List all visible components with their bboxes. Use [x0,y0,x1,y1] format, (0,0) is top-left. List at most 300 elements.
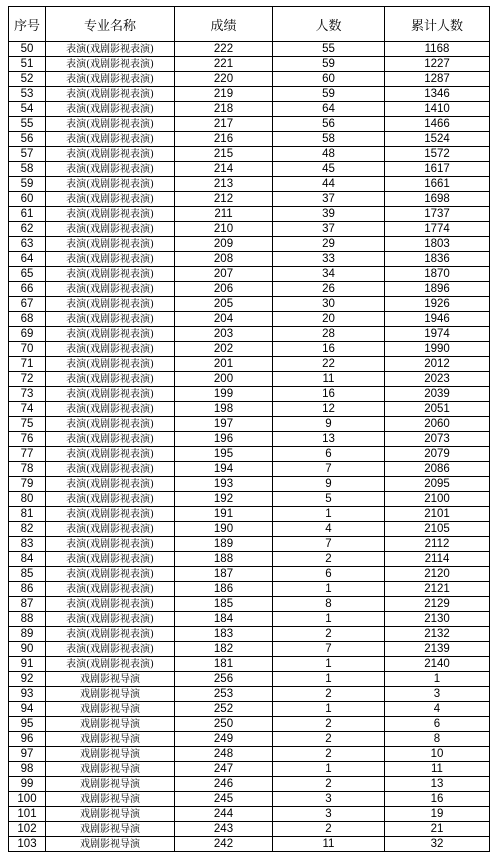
table-row [9,462,490,477]
header-score: 成绩 [175,7,273,42]
cell-index: 97 [9,747,46,762]
cell-index: 95 [9,717,46,732]
cell-score: 196 [175,432,273,447]
cell-count: 1 [273,507,385,522]
cell-index: 59 [9,177,46,192]
cell-major-name: 表演(戏剧影视表演) [46,342,175,357]
cell-major-name: 戏剧影视导演 [46,777,175,792]
table-row [9,507,490,522]
cell-index: 50 [9,42,46,57]
cell-major-name: 表演(戏剧影视表演) [46,372,175,387]
cell-cumulative-count: 11 [385,762,490,777]
cell-index: 56 [9,132,46,147]
cell-cumulative-count: 1287 [385,72,490,87]
cell-count: 11 [273,837,385,852]
cell-index: 103 [9,837,46,852]
cell-score: 216 [175,132,273,147]
cell-score: 190 [175,522,273,537]
cell-cumulative-count: 1946 [385,312,490,327]
cell-cumulative-count: 1974 [385,327,490,342]
cell-index: 83 [9,537,46,552]
table-row [9,237,490,252]
cell-cumulative-count: 2101 [385,507,490,522]
table-row [9,597,490,612]
cell-count: 1 [273,672,385,687]
cell-index: 86 [9,582,46,597]
cell-cumulative-count: 1737 [385,207,490,222]
table-row [9,207,490,222]
cell-index: 66 [9,282,46,297]
table-row [9,492,490,507]
table-row [9,687,490,702]
header-index: 序号 [9,7,46,42]
table-row [9,282,490,297]
cell-count: 2 [273,822,385,837]
table-row [9,192,490,207]
table-row [9,102,490,117]
cell-count: 28 [273,327,385,342]
cell-count: 4 [273,522,385,537]
cell-index: 93 [9,687,46,702]
cell-count: 55 [273,42,385,57]
cell-index: 79 [9,477,46,492]
cell-major-name: 表演(戏剧影视表演) [46,42,175,57]
cell-cumulative-count: 2012 [385,357,490,372]
cell-score: 183 [175,627,273,642]
table-row [9,297,490,312]
cell-major-name: 戏剧影视导演 [46,762,175,777]
table-row [9,657,490,672]
table-row [9,837,490,852]
cell-count: 2 [273,732,385,747]
cell-index: 82 [9,522,46,537]
cell-score: 200 [175,372,273,387]
cell-count: 2 [273,552,385,567]
cell-count: 1 [273,612,385,627]
cell-major-name: 表演(戏剧影视表演) [46,357,175,372]
cell-major-name: 表演(戏剧影视表演) [46,387,175,402]
cell-score: 185 [175,597,273,612]
cell-cumulative-count: 3 [385,687,490,702]
cell-count: 2 [273,747,385,762]
cell-count: 6 [273,567,385,582]
cell-score: 214 [175,162,273,177]
cell-count: 9 [273,417,385,432]
cell-cumulative-count: 2132 [385,627,490,642]
cell-index: 88 [9,612,46,627]
cell-major-name: 戏剧影视导演 [46,837,175,852]
table-body [9,42,490,852]
cell-cumulative-count: 1661 [385,177,490,192]
cell-index: 53 [9,87,46,102]
cell-score: 217 [175,117,273,132]
cell-index: 92 [9,672,46,687]
table-row [9,132,490,147]
cell-index: 55 [9,117,46,132]
cell-count: 1 [273,582,385,597]
cell-index: 102 [9,822,46,837]
cell-cumulative-count: 1572 [385,147,490,162]
table-row [9,747,490,762]
cell-score: 219 [175,87,273,102]
cell-major-name: 戏剧影视导演 [46,747,175,762]
table-row [9,252,490,267]
table-row [9,702,490,717]
cell-major-name: 戏剧影视导演 [46,807,175,822]
cell-count: 1 [273,762,385,777]
cell-score: 186 [175,582,273,597]
table-row [9,627,490,642]
cell-major-name: 表演(戏剧影视表演) [46,117,175,132]
cell-index: 61 [9,207,46,222]
table-row [9,777,490,792]
cell-count: 1 [273,702,385,717]
cell-index: 65 [9,267,46,282]
cell-score: 204 [175,312,273,327]
cell-count: 37 [273,222,385,237]
cell-cumulative-count: 1870 [385,267,490,282]
score-table-container [8,6,489,852]
cell-score: 244 [175,807,273,822]
cell-major-name: 表演(戏剧影视表演) [46,162,175,177]
cell-major-name: 戏剧影视导演 [46,717,175,732]
table-row [9,222,490,237]
table-row [9,402,490,417]
cell-score: 206 [175,282,273,297]
table-row [9,162,490,177]
cell-major-name: 表演(戏剧影视表演) [46,267,175,282]
table-row [9,312,490,327]
cell-cumulative-count: 1346 [385,87,490,102]
cell-score: 222 [175,42,273,57]
score-table [8,6,490,852]
cell-index: 101 [9,807,46,822]
cell-major-name: 表演(戏剧影视表演) [46,222,175,237]
cell-index: 52 [9,72,46,87]
table-row [9,732,490,747]
cell-index: 87 [9,597,46,612]
cell-score: 209 [175,237,273,252]
cell-cumulative-count: 21 [385,822,490,837]
table-row [9,267,490,282]
cell-index: 99 [9,777,46,792]
cell-score: 211 [175,207,273,222]
cell-index: 80 [9,492,46,507]
cell-count: 9 [273,477,385,492]
cell-cumulative-count: 2130 [385,612,490,627]
cell-index: 90 [9,642,46,657]
cell-index: 89 [9,627,46,642]
cell-index: 74 [9,402,46,417]
cell-cumulative-count: 2129 [385,597,490,612]
cell-cumulative-count: 1926 [385,297,490,312]
cell-major-name: 表演(戏剧影视表演) [46,447,175,462]
cell-score: 242 [175,837,273,852]
cell-index: 96 [9,732,46,747]
cell-major-name: 表演(戏剧影视表演) [46,492,175,507]
cell-cumulative-count: 1 [385,672,490,687]
cell-count: 30 [273,297,385,312]
cell-count: 2 [273,777,385,792]
cell-cumulative-count: 2139 [385,642,490,657]
cell-index: 100 [9,792,46,807]
header-count: 人数 [273,7,385,42]
cell-index: 58 [9,162,46,177]
cell-index: 72 [9,372,46,387]
cell-score: 220 [175,72,273,87]
cell-score: 184 [175,612,273,627]
cell-score: 247 [175,762,273,777]
table-row [9,432,490,447]
cell-index: 91 [9,657,46,672]
cell-major-name: 表演(戏剧影视表演) [46,507,175,522]
cell-count: 11 [273,372,385,387]
cell-score: 208 [175,252,273,267]
cell-index: 68 [9,312,46,327]
cell-index: 57 [9,147,46,162]
table-row [9,117,490,132]
cell-cumulative-count: 6 [385,717,490,732]
cell-count: 48 [273,147,385,162]
cell-major-name: 表演(戏剧影视表演) [46,57,175,72]
table-row [9,177,490,192]
cell-cumulative-count: 1524 [385,132,490,147]
cell-cumulative-count: 10 [385,747,490,762]
cell-index: 77 [9,447,46,462]
cell-major-name: 戏剧影视导演 [46,792,175,807]
cell-major-name: 表演(戏剧影视表演) [46,102,175,117]
cell-major-name: 表演(戏剧影视表演) [46,537,175,552]
cell-score: 249 [175,732,273,747]
table-row [9,642,490,657]
cell-score: 182 [175,642,273,657]
cell-count: 26 [273,282,385,297]
cell-score: 207 [175,267,273,282]
table-row [9,87,490,102]
cell-index: 84 [9,552,46,567]
cell-cumulative-count: 1836 [385,252,490,267]
cell-major-name: 表演(戏剧影视表演) [46,312,175,327]
table-header-row [9,7,490,42]
cell-score: 218 [175,102,273,117]
cell-score: 252 [175,702,273,717]
cell-score: 198 [175,402,273,417]
cell-index: 81 [9,507,46,522]
table-row [9,477,490,492]
cell-major-name: 表演(戏剧影视表演) [46,72,175,87]
cell-major-name: 表演(戏剧影视表演) [46,567,175,582]
cell-index: 63 [9,237,46,252]
cell-count: 33 [273,252,385,267]
cell-score: 187 [175,567,273,582]
cell-cumulative-count: 8 [385,732,490,747]
cell-major-name: 表演(戏剧影视表演) [46,177,175,192]
cell-index: 94 [9,702,46,717]
cell-cumulative-count: 2039 [385,387,490,402]
cell-count: 16 [273,342,385,357]
cell-cumulative-count: 2060 [385,417,490,432]
cell-score: 221 [175,57,273,72]
cell-count: 60 [273,72,385,87]
cell-major-name: 戏剧影视导演 [46,702,175,717]
cell-index: 75 [9,417,46,432]
cell-count: 29 [273,237,385,252]
cell-cumulative-count: 1617 [385,162,490,177]
cell-count: 58 [273,132,385,147]
cell-cumulative-count: 1698 [385,192,490,207]
cell-count: 22 [273,357,385,372]
cell-index: 73 [9,387,46,402]
table-row [9,822,490,837]
cell-cumulative-count: 2051 [385,402,490,417]
cell-score: 202 [175,342,273,357]
cell-cumulative-count: 2086 [385,462,490,477]
cell-count: 59 [273,57,385,72]
cell-major-name: 表演(戏剧影视表演) [46,252,175,267]
cell-cumulative-count: 4 [385,702,490,717]
cell-major-name: 戏剧影视导演 [46,687,175,702]
cell-score: 197 [175,417,273,432]
cell-score: 212 [175,192,273,207]
cell-cumulative-count: 1774 [385,222,490,237]
cell-score: 253 [175,687,273,702]
cell-major-name: 表演(戏剧影视表演) [46,552,175,567]
table-row [9,582,490,597]
table-row [9,612,490,627]
cell-cumulative-count: 2073 [385,432,490,447]
cell-index: 85 [9,567,46,582]
cell-count: 3 [273,807,385,822]
cell-cumulative-count: 13 [385,777,490,792]
cell-major-name: 戏剧影视导演 [46,732,175,747]
cell-index: 51 [9,57,46,72]
cell-index: 64 [9,252,46,267]
cell-cumulative-count: 2120 [385,567,490,582]
table-row [9,147,490,162]
table-row [9,57,490,72]
cell-count: 3 [273,792,385,807]
cell-score: 203 [175,327,273,342]
cell-major-name: 表演(戏剧影视表演) [46,147,175,162]
cell-index: 69 [9,327,46,342]
cell-major-name: 表演(戏剧影视表演) [46,582,175,597]
cell-count: 16 [273,387,385,402]
cell-major-name: 表演(戏剧影视表演) [46,522,175,537]
cell-count: 2 [273,687,385,702]
header-major-name: 专业名称 [46,7,175,42]
cell-count: 1 [273,657,385,672]
cell-count: 44 [273,177,385,192]
table-row [9,327,490,342]
table-row [9,717,490,732]
cell-cumulative-count: 1466 [385,117,490,132]
table-row [9,567,490,582]
cell-count: 34 [273,267,385,282]
cell-count: 7 [273,462,385,477]
cell-index: 98 [9,762,46,777]
cell-count: 6 [273,447,385,462]
table-row [9,357,490,372]
table-row [9,417,490,432]
cell-count: 2 [273,627,385,642]
table-row [9,387,490,402]
cell-cumulative-count: 32 [385,837,490,852]
table-row [9,792,490,807]
cell-score: 189 [175,537,273,552]
table-row [9,672,490,687]
cell-cumulative-count: 2100 [385,492,490,507]
cell-major-name: 表演(戏剧影视表演) [46,207,175,222]
cell-major-name: 表演(戏剧影视表演) [46,432,175,447]
cell-score: 210 [175,222,273,237]
cell-cumulative-count: 2079 [385,447,490,462]
cell-score: 215 [175,147,273,162]
cell-count: 7 [273,537,385,552]
cell-count: 59 [273,87,385,102]
cell-major-name: 表演(戏剧影视表演) [46,297,175,312]
cell-count: 7 [273,642,385,657]
table-row [9,522,490,537]
cell-major-name: 表演(戏剧影视表演) [46,192,175,207]
cell-score: 192 [175,492,273,507]
cell-count: 8 [273,597,385,612]
cell-count: 5 [273,492,385,507]
cell-cumulative-count: 2095 [385,477,490,492]
cell-score: 256 [175,672,273,687]
cell-index: 70 [9,342,46,357]
cell-score: 193 [175,477,273,492]
cell-count: 12 [273,402,385,417]
cell-major-name: 表演(戏剧影视表演) [46,132,175,147]
cell-major-name: 表演(戏剧影视表演) [46,87,175,102]
cell-index: 71 [9,357,46,372]
cell-count: 64 [273,102,385,117]
cell-count: 20 [273,312,385,327]
cell-major-name: 表演(戏剧影视表演) [46,402,175,417]
table-row [9,537,490,552]
cell-score: 248 [175,747,273,762]
cell-major-name: 表演(戏剧影视表演) [46,417,175,432]
cell-major-name: 表演(戏剧影视表演) [46,237,175,252]
cell-major-name: 表演(戏剧影视表演) [46,327,175,342]
cell-score: 181 [175,657,273,672]
cell-cumulative-count: 1410 [385,102,490,117]
cell-index: 62 [9,222,46,237]
cell-cumulative-count: 2105 [385,522,490,537]
table-row [9,447,490,462]
cell-count: 56 [273,117,385,132]
cell-score: 205 [175,297,273,312]
cell-index: 76 [9,432,46,447]
cell-cumulative-count: 1227 [385,57,490,72]
cell-index: 67 [9,297,46,312]
cell-major-name: 表演(戏剧影视表演) [46,657,175,672]
cell-score: 201 [175,357,273,372]
cell-cumulative-count: 1168 [385,42,490,57]
cell-score: 195 [175,447,273,462]
cell-count: 37 [273,192,385,207]
cell-count: 2 [273,717,385,732]
cell-score: 245 [175,792,273,807]
header-cumulative-count: 累计人数 [385,7,490,42]
cell-count: 39 [273,207,385,222]
cell-score: 191 [175,507,273,522]
cell-cumulative-count: 2112 [385,537,490,552]
cell-score: 250 [175,717,273,732]
cell-cumulative-count: 16 [385,792,490,807]
table-row [9,42,490,57]
table-row [9,552,490,567]
